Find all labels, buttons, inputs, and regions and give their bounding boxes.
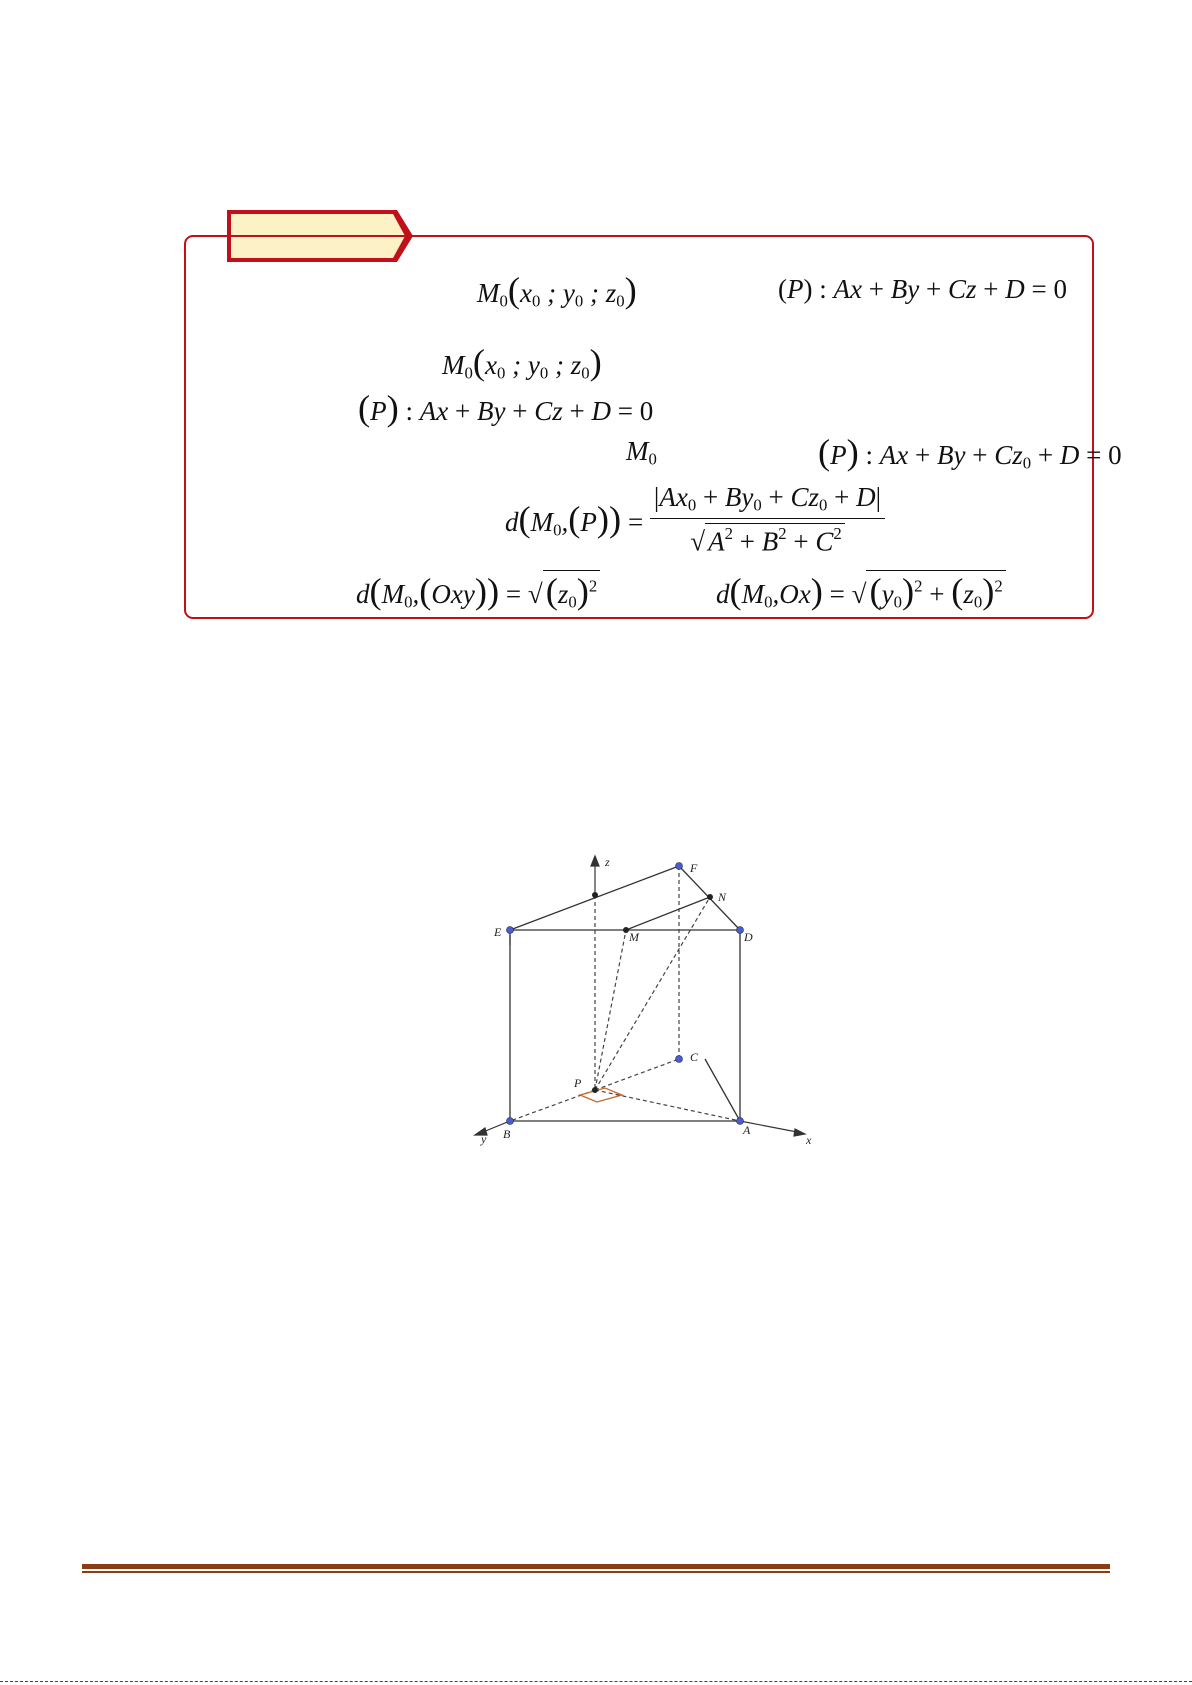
label-c: C	[690, 1050, 699, 1064]
page-bottom-edge	[0, 1681, 1192, 1682]
label-z: z	[605, 855, 610, 869]
label-b: B	[503, 1127, 511, 1141]
footer-rule-thin	[82, 1571, 1110, 1573]
label-a: A	[743, 1123, 751, 1137]
label-y: y	[481, 1132, 487, 1146]
label-m: M	[629, 930, 639, 944]
label-p: P	[574, 1076, 582, 1090]
label-x: x	[806, 1133, 812, 1147]
footer-rule-thick	[82, 1564, 1110, 1569]
point-m0-row2: $M_0(x_0$ ; $y_0$ ; $z_0$)	[442, 342, 602, 383]
distance-formula: $d(M_0,(P))$ = $\frac{|Ax_0 + By_0 + Cz_0 + D|}{√ A^2 + B^2 + C^2}$	[505, 484, 885, 556]
plane-equation-row4: (P) : $Ax + By + Cz_0 + D = 0$	[818, 432, 1122, 473]
plane-equation-row1: (P) : Ax + By + Cz + D = 0	[778, 274, 1067, 304]
plane-equation-row3: (P) : Ax + By + Cz + D = 0	[358, 388, 654, 428]
label-f: F	[690, 861, 698, 875]
distance-oxy: $d(M_0,(Oxy)) = √(z_0)^2$	[356, 570, 600, 611]
point-m0-row4: $M_0$	[626, 436, 657, 469]
label-d: D	[744, 930, 753, 944]
point-m0-row1: $M_0(x_0$ ; $y_0$ ; $z_0$)	[477, 270, 637, 311]
distance-ox: $d(M_0,Ox) = √(y_0)^2 + (z_0)^2$	[716, 570, 1006, 611]
label-e: E	[494, 925, 502, 939]
label-n: N	[718, 890, 727, 904]
